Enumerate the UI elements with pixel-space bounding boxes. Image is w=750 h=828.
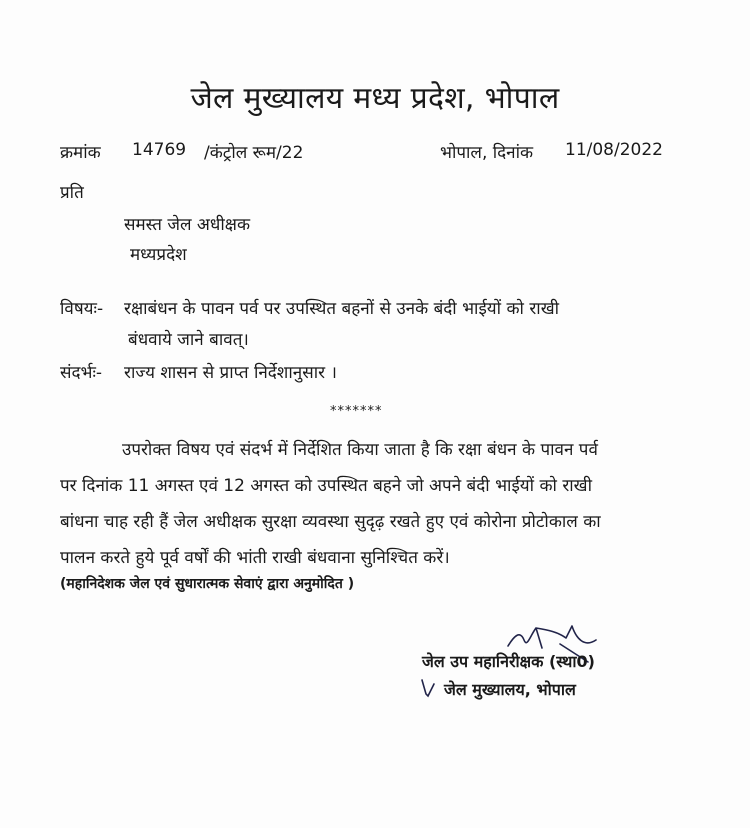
signatory-designation: जेल उप महानिरीक्षक (स्था0) bbox=[422, 652, 595, 671]
reference-number: 14769 bbox=[132, 140, 187, 160]
place-date-label: भोपाल, दिनांक bbox=[440, 143, 534, 163]
body-line: पालन करते हुये पूर्व वर्षों की भांती राखी बंधवाना सुनिश्चित करें। bbox=[60, 548, 450, 568]
approval-note: (महानिदेशक जेल एवं सुधारात्मक सेवाएं द्वारा अनुमोदित ) bbox=[60, 576, 355, 592]
separator: ******* bbox=[330, 404, 383, 419]
recipient-line-1: समस्त जेल अधीक्षक bbox=[124, 215, 250, 235]
letterhead-title: जेल मुख्यालय मध्य प्रदेश, भोपाल bbox=[190, 81, 560, 116]
body-paragraph bbox=[60, 432, 680, 576]
body-line: उपरोक्त विषय एवं संदर्भ में निर्देशित किया जाता है कि रक्षा बंधन के पावन पर्व bbox=[122, 440, 598, 460]
to-label: प्रति bbox=[60, 183, 84, 203]
context-text: राज्य शासन से प्राप्त निर्देशानुसार । bbox=[124, 363, 337, 383]
body-line: बांधना चाह रही हैं जेल अधीक्षक सुरक्षा व्यवस्था सुदृढ़ रखते हुए एवं कोरोना प्रोटोकाल का bbox=[60, 512, 601, 532]
reference-suffix: /कंट्रोल रूम/22 bbox=[204, 143, 304, 163]
signatory-office: जेल मुख्यालय, भोपाल bbox=[444, 680, 576, 699]
subject-line-1: रक्षाबंधन के पावन पर्व पर उपस्थित बहनों से उनके बंदी भाईयों को राखी bbox=[124, 299, 560, 319]
context-label: संदर्भः- bbox=[60, 363, 103, 383]
reference-label: क्रमांक bbox=[60, 143, 101, 163]
subject-line-2: बंधवाये जाने बावत्। bbox=[128, 330, 249, 350]
body-line: पर दिनांक 11 अगस्त एवं 12 अगस्त को उपस्थित बहने जो अपने बंदी भाईयों को राखी bbox=[60, 476, 592, 496]
subject-label: विषयः- bbox=[60, 299, 104, 319]
recipient-line-2: मध्यप्रदेश bbox=[130, 245, 187, 265]
letter-date: 11/08/2022 bbox=[565, 140, 663, 160]
initial-mark bbox=[418, 676, 440, 700]
